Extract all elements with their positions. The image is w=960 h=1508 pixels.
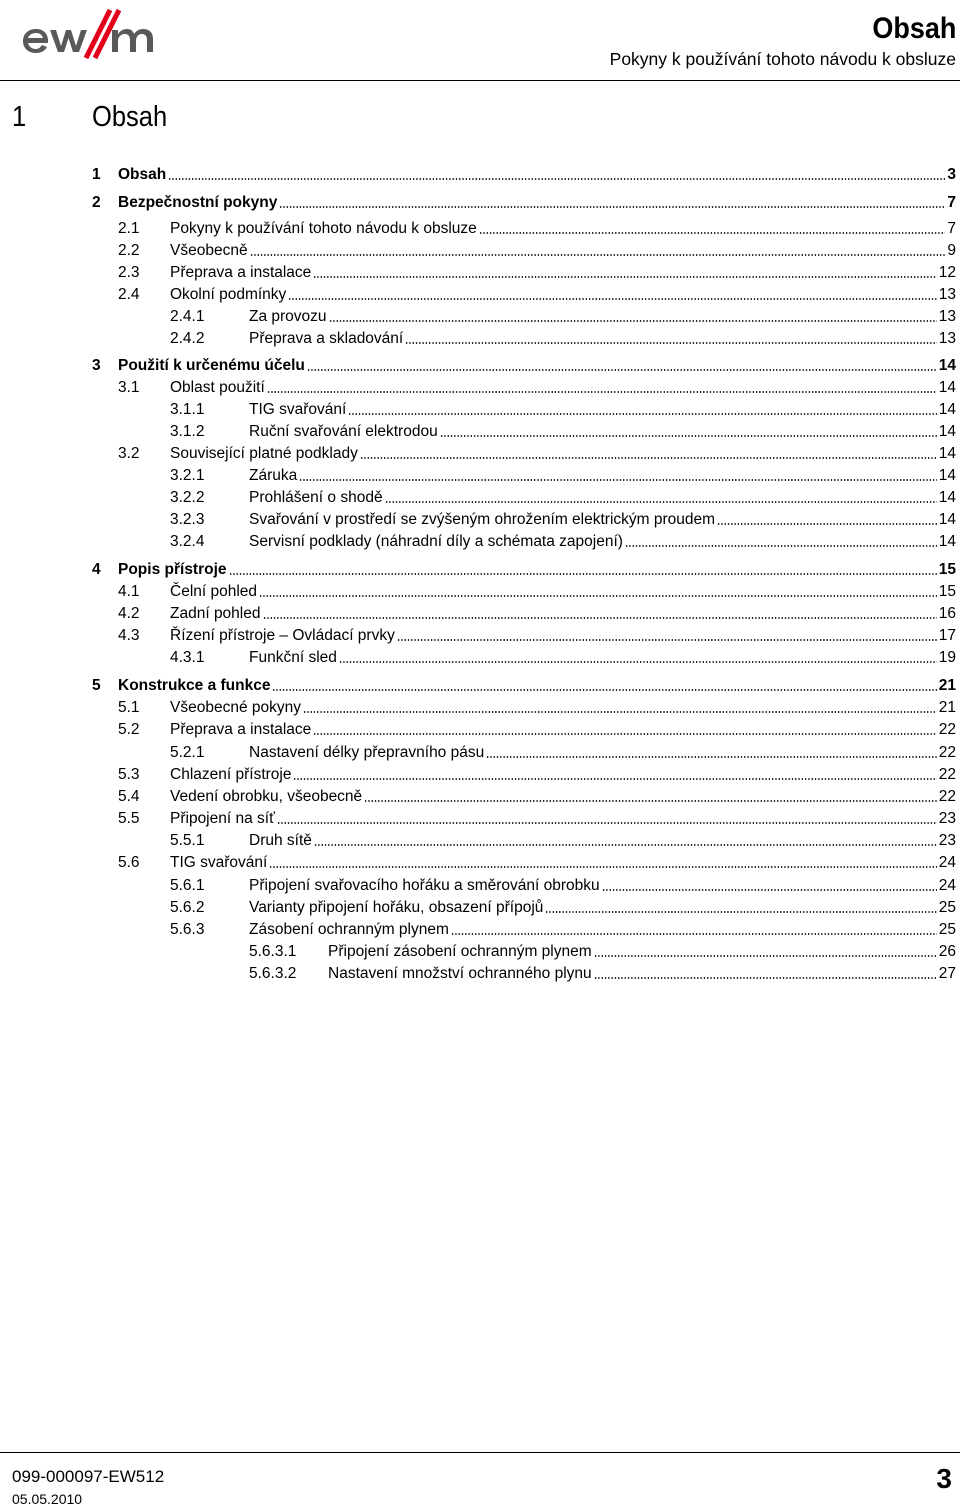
toc-entry[interactable] [92,192,956,212]
toc-dot-leader [303,711,937,713]
document-number: 099-000097-EW512 [12,1467,165,1486]
toc-dot-leader [269,866,936,868]
toc-entry-page: 16 [938,605,956,622]
toc-entry-page: 26 [938,943,956,960]
toc-entry-title: Připojení na síť [170,810,275,827]
toc-entry-number: 4.3 [118,627,140,644]
toc-entry-page: 24 [938,854,956,871]
toc-entry-page: 27 [938,965,956,982]
toc-dot-leader [479,232,946,234]
toc-dot-leader [250,254,946,256]
toc-entry[interactable] [170,465,956,485]
toc-entry-number: 5.6 [118,854,140,871]
toc-entry-number: 2.3 [118,264,140,281]
toc-entry-title: Ruční svařování elektrodou [249,423,438,440]
toc-dot-leader [168,178,945,180]
toc-entry-title: Bezpečnostní pokyny [118,194,278,211]
toc-entry-page: 22 [938,744,956,761]
toc-dot-leader [717,523,937,525]
toc-entry-title: Čelní pohled [170,583,258,600]
toc-entry-title: Všeobecné pokyny [170,699,301,716]
toc-entry[interactable] [170,919,956,939]
toc-entry-title: Přeprava a skladování [249,330,404,347]
header-title: Obsah [871,12,956,45]
toc-dot-leader [277,822,937,824]
toc-entry-title: Chlazení přístroje [170,766,292,783]
toc-entry-title: Popis přístroje [118,561,227,578]
toc-entry-page: 23 [938,810,956,827]
toc-entry-title: Všeobecně [170,242,248,259]
toc-entry-title: Nastavení množství ochranného plynu [328,965,592,982]
toc-entry[interactable] [170,830,956,850]
toc-entry-title: Připojení svařovacího hořáku a směrování obrobku [249,877,600,894]
toc-entry-number: 5.3 [118,766,140,783]
toc-entry-page: 3 [947,166,956,183]
toc-dot-leader [397,639,937,641]
toc-entry[interactable] [170,306,956,326]
toc-entry-title: Varianty připojení hořáku, obsazení přípojů [249,899,544,916]
toc-entry-title: TIG svařování [170,854,268,871]
toc-entry[interactable] [118,786,956,806]
toc-entry-number: 2.4 [118,286,140,303]
toc-entry-title: Servisní podklady (náhradní díly a schémata zapojení) [249,533,623,550]
toc-dot-leader [451,933,937,935]
toc-entry[interactable] [118,284,956,304]
toc-entry-page: 7 [947,220,956,237]
toc-entry-number: 4 [92,561,101,578]
toc-entry-title: Druh sítě [249,832,312,849]
chapter-number: 1 [12,101,27,133]
toc-entry-page: 14 [938,467,956,484]
toc-entry-number: 5.6.3.2 [249,965,297,982]
toc-dot-leader [348,413,936,415]
toc-entry-number: 2.4.2 [170,330,205,347]
toc-entry-number: 3.1 [118,379,140,396]
toc-entry-page: 17 [938,627,956,644]
toc-entry[interactable] [118,852,956,872]
toc-entry-page: 21 [938,699,956,716]
toc-entry-page: 14 [938,511,956,528]
toc-dot-leader [263,617,937,619]
toc-entry-number: 2.4.1 [170,308,205,325]
toc-dot-leader [313,276,936,278]
toc-entry-page: 22 [938,721,956,738]
toc-entry-number: 3.2.4 [170,533,205,550]
toc-entry-page: 24 [938,877,956,894]
toc-dot-leader [545,911,936,913]
toc-entry[interactable] [92,164,956,184]
toc-entry-page: 15 [938,583,956,600]
toc-dot-leader [594,977,937,979]
toc-dot-leader [259,595,937,597]
toc-entry[interactable] [118,262,956,282]
toc-entry-number: 5.6.3 [170,921,205,938]
toc-entry[interactable] [170,897,956,917]
toc-entry[interactable] [170,487,956,507]
toc-entry-number: 3.1.2 [170,423,205,440]
toc-entry-title: Zadní pohled [170,605,261,622]
toc-dot-leader [440,435,937,437]
toc-entry-title: Prohlášení o shodě [249,489,383,506]
toc-entry[interactable] [92,355,956,375]
toc-entry-title: Nastavení délky přepravního pásu [249,744,485,761]
toc-entry-page: 14 [938,401,956,418]
toc-entry-number: 2.1 [118,220,140,237]
toc-dot-leader [339,661,937,663]
toc-entry-title: Okolní podmínky [170,286,287,303]
toc-entry-page: 25 [938,899,956,916]
toc-entry-title: Za provozu [249,308,327,325]
toc-entry[interactable] [118,603,956,623]
toc-dot-leader [314,844,937,846]
toc-entry-page: 14 [938,379,956,396]
toc-entry-page: 14 [938,489,956,506]
toc-dot-leader [360,457,937,459]
chapter-title: Obsah [92,101,168,133]
toc-entry-page: 12 [938,264,956,281]
footer-divider [0,1452,960,1453]
toc-entry[interactable] [118,581,956,601]
toc-entry-number: 5.6.2 [170,899,205,916]
toc-entry-page: 9 [947,242,956,259]
toc-entry[interactable] [170,421,956,441]
toc-entry[interactable] [170,531,956,551]
toc-dot-leader [272,689,936,691]
toc-entry-title: Záruka [249,467,298,484]
toc-entry-number: 3.2.2 [170,489,205,506]
toc-dot-leader [267,391,937,393]
toc-entry[interactable] [170,875,956,895]
toc-dot-leader [299,479,937,481]
toc-entry-number: 4.2 [118,605,140,622]
toc-entry-page: 23 [938,832,956,849]
toc-entry-page: 14 [938,423,956,440]
toc-entry-page: 25 [938,921,956,938]
toc-dot-leader [602,889,937,891]
toc-entry[interactable] [170,328,956,348]
toc-entry-page: 15 [938,561,956,578]
toc-entry-page: 14 [938,445,956,462]
toc-entry[interactable] [118,625,956,645]
toc-dot-leader [594,955,937,957]
toc-entry[interactable] [170,399,956,419]
toc-entry-page: 7 [947,194,956,211]
toc-dot-leader [385,501,937,503]
toc-entry-number: 5.1 [118,699,140,716]
toc-entry-number: 2.2 [118,242,140,259]
page-number: 3 [936,1463,952,1494]
toc-entry-number: 5.6.3.1 [249,943,297,960]
toc-dot-leader [229,573,937,575]
toc-dot-leader [486,756,937,758]
toc-entry-title: Přeprava a instalace [170,721,312,738]
document-date: 05.05.2010 [12,1491,83,1507]
toc-entry-number: 5.4 [118,788,140,805]
toc-entry-title: Použití k určenému účelu [118,357,305,374]
toc-entry-page: 14 [938,357,956,374]
toc-dot-leader [279,206,945,208]
toc-entry-number: 3.1.1 [170,401,205,418]
toc-entry[interactable] [92,675,956,695]
toc-entry-page: 22 [938,766,956,783]
toc-entry-title: Řízení přístroje – Ovládací prvky [170,627,395,644]
toc-entry-number: 3.2.3 [170,511,205,528]
toc-entry-title: TIG svařování [249,401,347,418]
toc-entry-page: 14 [938,533,956,550]
toc-entry[interactable] [170,509,956,529]
toc-entry-number: 5.5 [118,810,140,827]
toc-entry-title: Vedení obrobku, všeobecně [170,788,363,805]
toc-dot-leader [293,778,936,780]
toc-dot-leader [313,733,936,735]
toc-entry-number: 4.3.1 [170,649,205,666]
toc-entry[interactable] [249,963,956,983]
toc-dot-leader [307,369,937,371]
header-subtitle: Pokyny k používání tohoto návodu k obsluze [609,49,956,69]
toc-entry[interactable] [118,719,956,739]
toc-dot-leader [329,320,937,322]
toc-entry-number: 3.2 [118,445,140,462]
toc-entry-title: Obsah [118,166,167,183]
toc-entry-page: 13 [938,308,956,325]
toc-entry-page: 19 [938,649,956,666]
toc-entry-page: 13 [938,330,956,347]
toc-entry[interactable] [118,377,956,397]
toc-dot-leader [288,298,936,300]
toc-entry-number: 2 [92,194,101,211]
toc-entry[interactable] [118,764,956,784]
toc-entry-page: 13 [938,286,956,303]
toc-entry[interactable] [118,218,956,238]
toc-entry-number: 3 [92,357,101,374]
toc-entry-number: 5.6.1 [170,877,205,894]
toc-entry[interactable] [170,647,956,667]
toc-entry[interactable] [118,443,956,463]
toc-dot-leader [364,800,937,802]
toc-entry-number: 3.2.1 [170,467,205,484]
toc-entry-title: Konstrukce a funkce [118,677,271,694]
toc-entry[interactable] [118,697,956,717]
toc-entry-title: Zásobení ochranným plynem [249,921,449,938]
toc-dot-leader [625,545,937,547]
toc-entry-number: 4.1 [118,583,140,600]
toc-dot-leader [405,342,937,344]
toc-entry-title: Funkční sled [249,649,337,666]
toc-entry[interactable] [118,808,956,828]
toc-entry[interactable] [118,240,956,260]
toc-entry-page: 22 [938,788,956,805]
toc-entry-title: Oblast použití [170,379,265,396]
toc-entry-title: Přeprava a instalace [170,264,312,281]
toc-entry-number: 5.5.1 [170,832,205,849]
toc-entry[interactable] [170,742,956,762]
toc-entry-number: 5 [92,677,101,694]
toc-entry[interactable] [249,941,956,961]
toc-entry-number: 5.2 [118,721,140,738]
toc-entry-title: Připojení zásobení ochranným plynem [328,943,592,960]
toc-entry-title: Pokyny k používání tohoto návodu k obsluze [170,220,477,237]
toc-entry-title: Související platné podklady [170,445,358,462]
toc-entry-page: 21 [938,677,956,694]
toc-entry[interactable] [92,559,956,579]
toc-entry-title: Svařování v prostředí se zvýšeným ohrožením elektrickým proudem [249,511,716,528]
toc-entry-number: 1 [92,166,101,183]
toc-entry-number: 5.2.1 [170,744,205,761]
